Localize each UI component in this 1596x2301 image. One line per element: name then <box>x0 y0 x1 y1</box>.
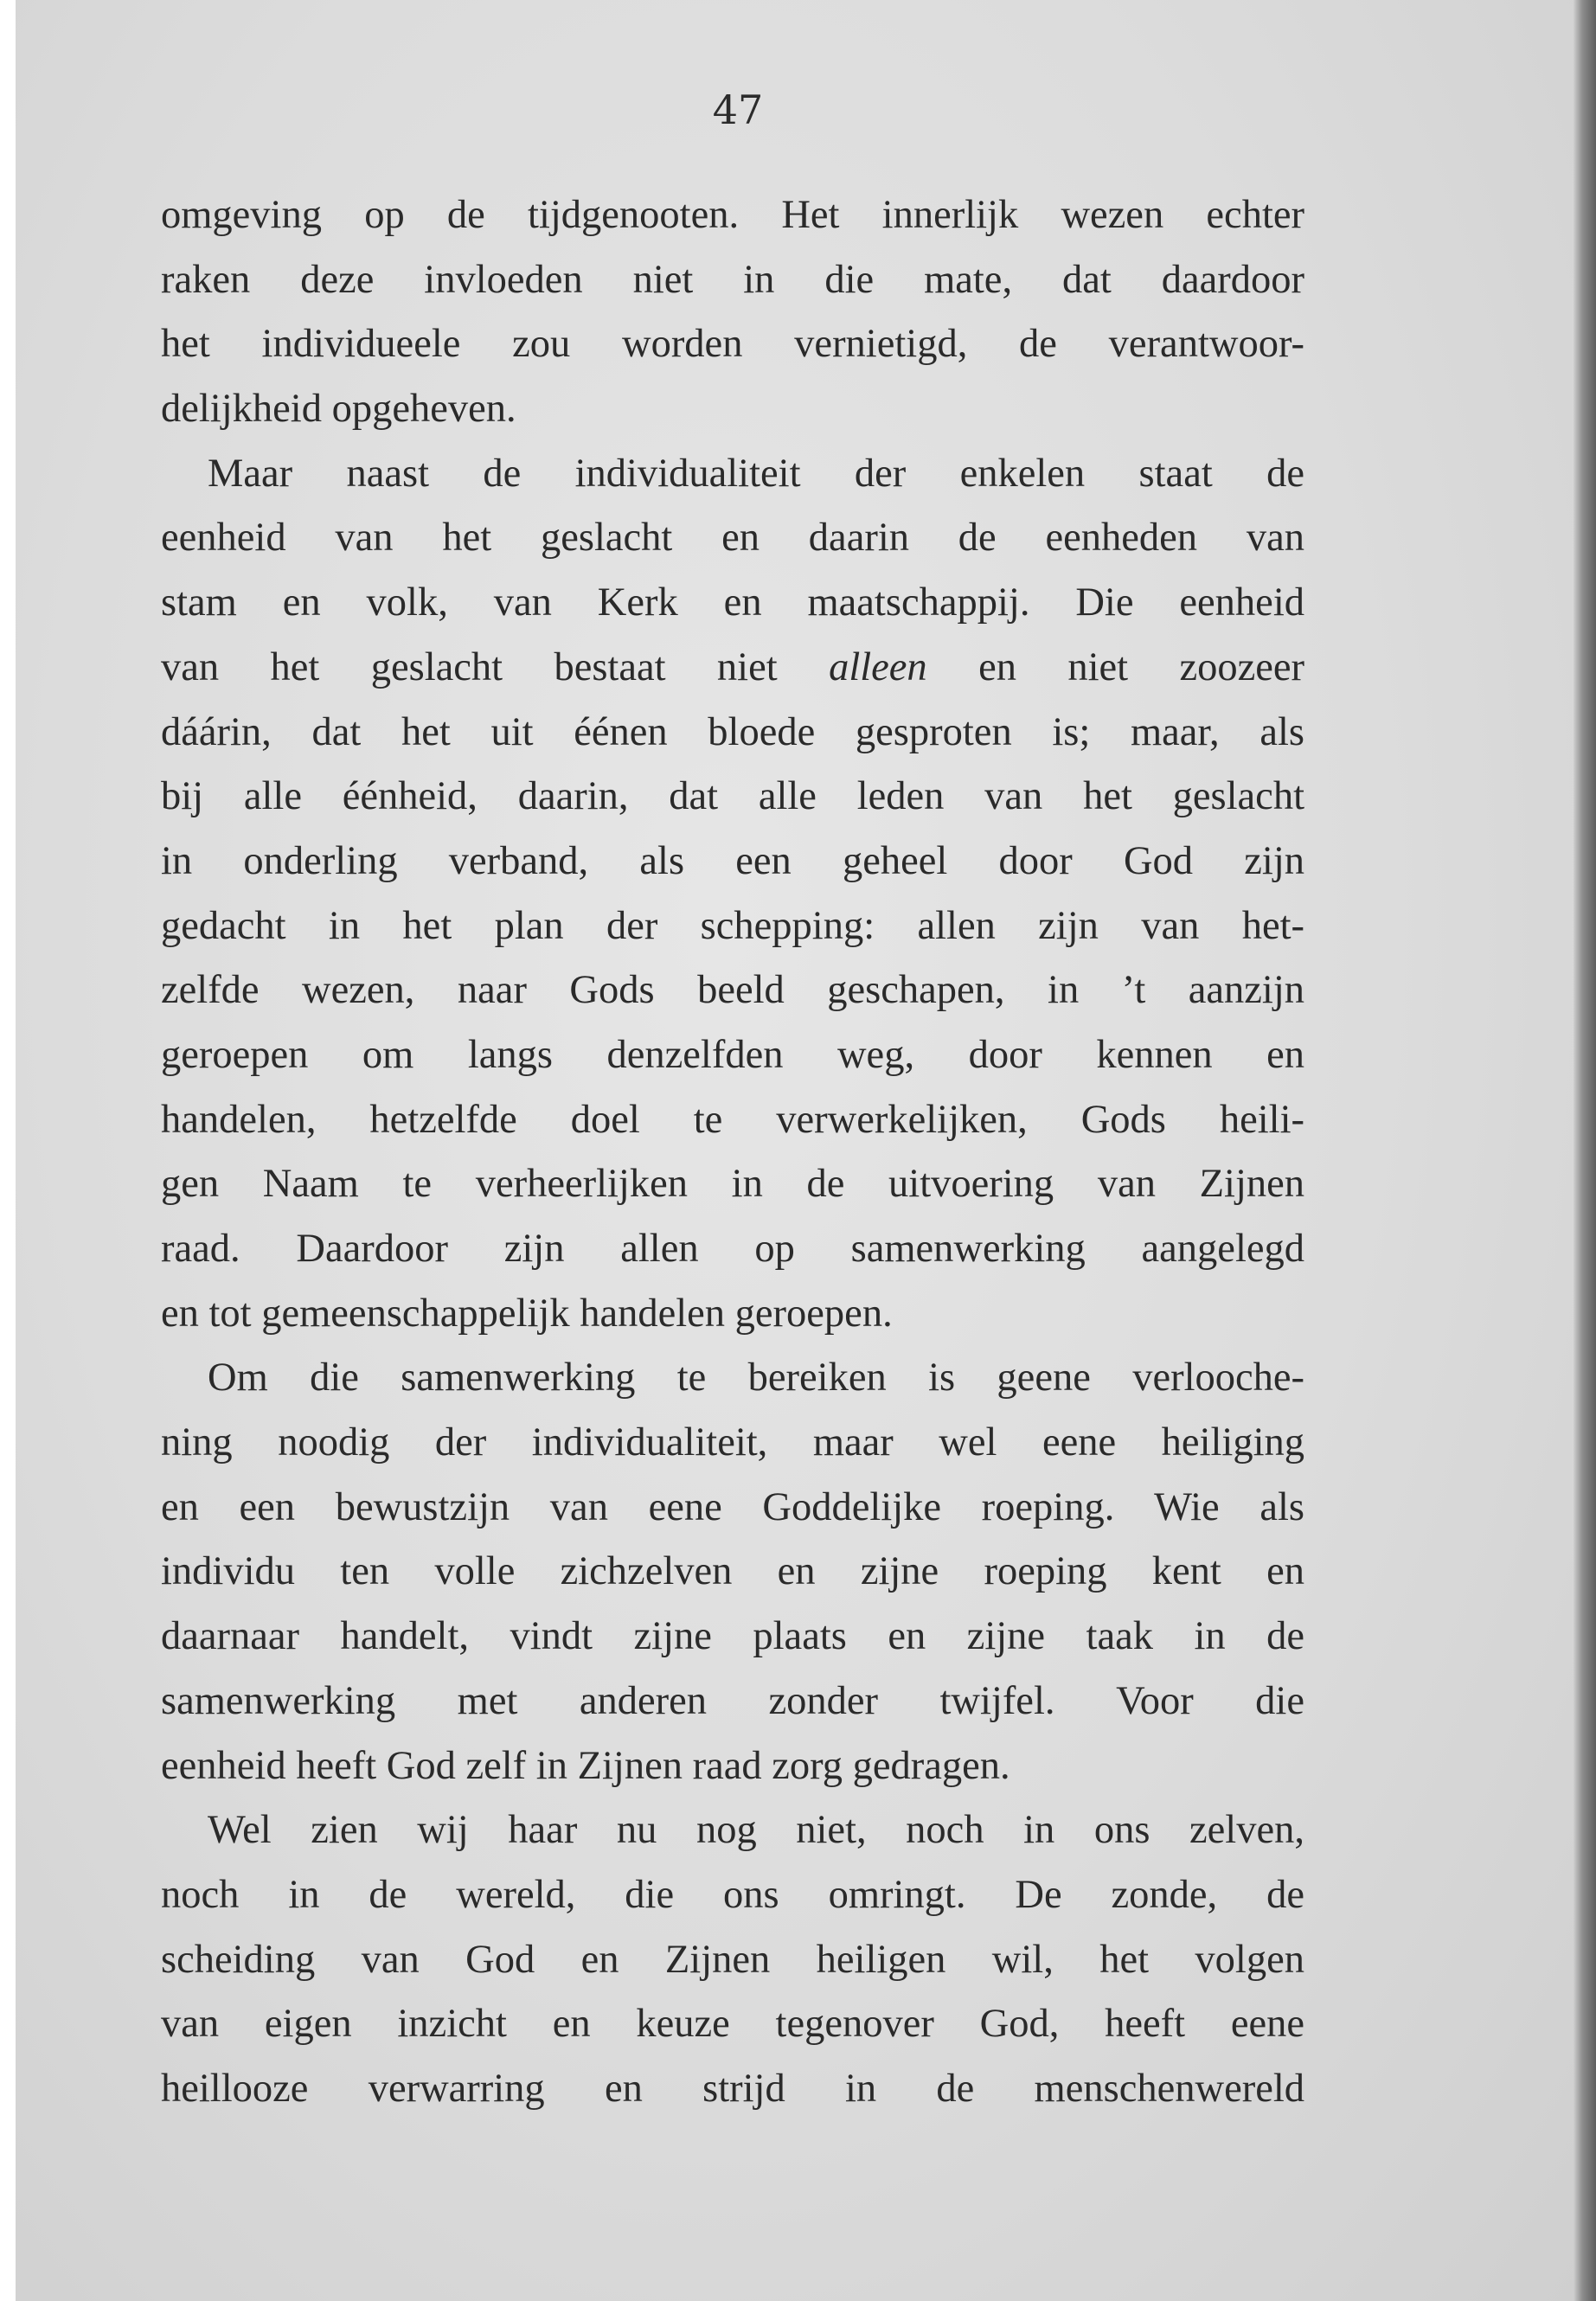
emphasized-word: alleen <box>829 644 927 689</box>
text-line: zelfde wezen, naar Gods beeld geschapen, in ’t aanzijn <box>161 968 1304 1013</box>
book-spine-edge <box>1574 0 1596 2301</box>
text-line: Wel zien wij haar nu nog niet, noch in ons zelven, <box>208 1808 1304 1853</box>
text-line: Maar naast de individualiteit der enkelen staat de <box>208 451 1304 496</box>
text-line: het individueele zou worden vernietigd, de verantwoor- <box>161 322 1304 367</box>
text-line: handelen, hetzelfde doel te verwerkelijken, Gods heili- <box>161 1097 1304 1142</box>
page-number: 47 <box>712 87 764 133</box>
text-line: bij alle éénheid, daarin, dat alle leden van het geslacht <box>161 774 1304 819</box>
text-line: raken deze invloeden niet in die mate, dat daardoor <box>161 257 1304 302</box>
text-line: omgeving op de tijdgenooten. Het innerlijk wezen echter <box>161 193 1304 237</box>
book-page <box>16 0 1574 2301</box>
text-line: van eigen inzicht en keuze tegenover God, heeft eene <box>161 2002 1304 2047</box>
text-line: daarnaar handelt, vindt zijne plaats en zijne taak in de <box>161 1614 1304 1659</box>
text-line: en een bewustzijn van eene Goddelijke roeping. Wie als <box>161 1484 1304 1529</box>
text-line: gedacht in het plan der schepping: allen zijn van het- <box>161 903 1304 948</box>
page-body-text <box>161 183 1304 2122</box>
text-line: eenheid heeft God zelf in Zijnen raad zorg gedragen. <box>161 1743 1010 1788</box>
scan-margin <box>0 0 16 2301</box>
text-line: heillooze verwarring en strijd in de menschenwereld <box>161 2066 1304 2111</box>
text-line: stam en volk, van Kerk en maatschappij. Die eenheid <box>161 580 1304 625</box>
text-line: noch in de wereld, die ons omringt. De zonde, de <box>161 1872 1304 1917</box>
text-segment: en niet zoozeer <box>978 644 1305 689</box>
text-line: in onderling verband, als een geheel door God zijn <box>161 838 1304 883</box>
text-line: scheiding van God en Zijnen heiligen wil, het volgen <box>161 1937 1304 1982</box>
text-line: ning noodig der individualiteit, maar wel eene heiliging <box>161 1420 1304 1465</box>
text-line: dáárin, dat het uit éénen bloede gesproten is; maar, als <box>161 709 1304 754</box>
text-line: individu ten volle zichzelven en zijne roeping kent en <box>161 1549 1304 1594</box>
text-line: delijkheid opgeheven. <box>161 387 516 432</box>
text-line: raad. Daardoor zijn allen op samenwerking aangelegd <box>161 1227 1304 1271</box>
text-segment: van het geslacht bestaat niet <box>161 644 778 689</box>
text-line: en tot gemeenschappelijk handelen geroepen. <box>161 1291 893 1336</box>
text-line: gen Naam te verheerlijken in de uitvoering van Zijnen <box>161 1162 1304 1207</box>
text-line: eenheid van het geslacht en daarin de eenheden van <box>161 516 1304 561</box>
text-line: samenwerking met anderen zonder twijfel. Voor die <box>161 1678 1304 1723</box>
text-line: geroepen om langs denzelfden weg, door kennen en <box>161 1032 1304 1077</box>
text-line: Om die samenwerking te bereiken is geene verlooche- <box>208 1356 1304 1400</box>
text-line-with-emphasis <box>161 636 1304 701</box>
